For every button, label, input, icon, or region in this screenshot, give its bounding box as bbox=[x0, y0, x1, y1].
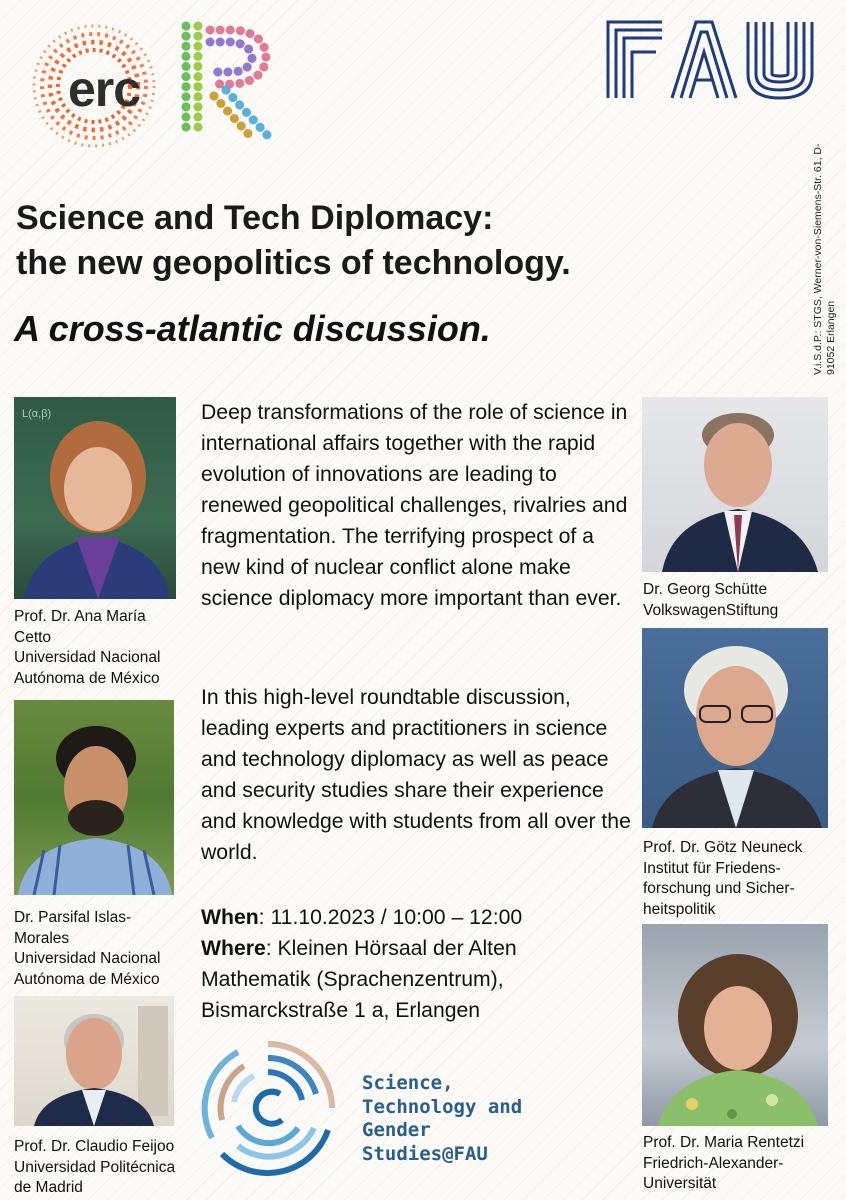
portrait-islas-icon bbox=[14, 700, 174, 895]
caption-schuette: Dr. Georg Schütte VolkswagenStiftung bbox=[643, 581, 779, 619]
photo-schuette bbox=[642, 397, 828, 572]
caption-cetto: Prof. Dr. Ana María Cetto Universidad Nacional Autónoma de México bbox=[14, 608, 161, 687]
fau-logo bbox=[604, 18, 818, 100]
svg-text:L(α,β): L(α,β) bbox=[22, 408, 52, 420]
imprint-vertical bbox=[812, 120, 838, 380]
roundtable-paragraph: In this high-level roundtable discussion, leading experts and practitioners in science and technology diplomacy as well as peace and security studies share their experience and knowledge with students from all over the world. bbox=[201, 686, 631, 864]
caption-neuneck: Prof. Dr. Götz Neuneck Institut für Friedens- forschung und Sicher- heitspolitik bbox=[643, 839, 803, 918]
where-label: Where bbox=[201, 937, 266, 960]
event-when bbox=[201, 902, 631, 933]
when-label: When bbox=[201, 906, 259, 929]
photo-neuneck bbox=[642, 628, 828, 828]
title-line-2: the new geopolitics of technology. bbox=[16, 244, 571, 282]
event-where bbox=[201, 933, 631, 1026]
photo-feijoo bbox=[14, 996, 174, 1126]
when-value: : 11.10.2023 / 10:00 – 12:00 bbox=[258, 906, 523, 929]
photo-islas bbox=[14, 700, 174, 895]
erc-logo bbox=[14, 18, 174, 153]
portrait-schuette-icon bbox=[642, 397, 828, 572]
stgs-logo bbox=[198, 1038, 338, 1178]
page-title bbox=[16, 196, 776, 286]
fau-wordmark-icon bbox=[604, 18, 818, 100]
r-dots-icon bbox=[176, 18, 276, 143]
portrait-cetto-icon bbox=[14, 397, 176, 599]
where-value: : Kleinen Hörsaal der Alten Mathematik (Sprachenzentrum), Bismarckstraße 1 a, Erlangen bbox=[201, 937, 517, 1022]
stgs-circles-icon bbox=[198, 1038, 338, 1178]
photo-cetto bbox=[14, 397, 176, 599]
page-subtitle: A cross-atlantic discussion. bbox=[14, 308, 491, 349]
portrait-neuneck-icon bbox=[642, 628, 828, 828]
photo-rentetzi bbox=[642, 924, 828, 1126]
stgs-wordmark: Science, Technology and Gender Studies@FAU bbox=[362, 1072, 523, 1165]
caption-islas: Dr. Parsifal Islas- Morales Universidad Nacional Autónoma de México bbox=[14, 909, 161, 988]
portrait-rentetzi-icon bbox=[642, 924, 828, 1126]
intro-paragraph: Deep transformations of the role of science in international affairs together with the rapid evolution of innovations are leading to renewed geopolitical challenges, rivalries and fragmentation. The terrifying prospect of a new kind of nuclear conflict alone make science diplomacy more important than ever. bbox=[201, 401, 628, 610]
erc-r-logo bbox=[176, 18, 276, 143]
caption-feijoo: Prof. Dr. Claudio Feijoo Universidad Politécnica de Madrid bbox=[14, 1138, 176, 1196]
portrait-feijoo-icon bbox=[14, 996, 174, 1126]
erc-wordmark: erc bbox=[68, 61, 141, 117]
caption-rentetzi: Prof. Dr. Maria Rentetzi Friedrich-Alexander- Universität bbox=[643, 1134, 805, 1192]
title-line-1: Science and Tech Diplomacy: bbox=[16, 199, 494, 237]
imprint-text: V.i.S.d.P.: STGS, Werner-von-Siemens-Str. 61, D-91052 Erlangen bbox=[812, 143, 837, 375]
event-info bbox=[201, 902, 631, 1026]
